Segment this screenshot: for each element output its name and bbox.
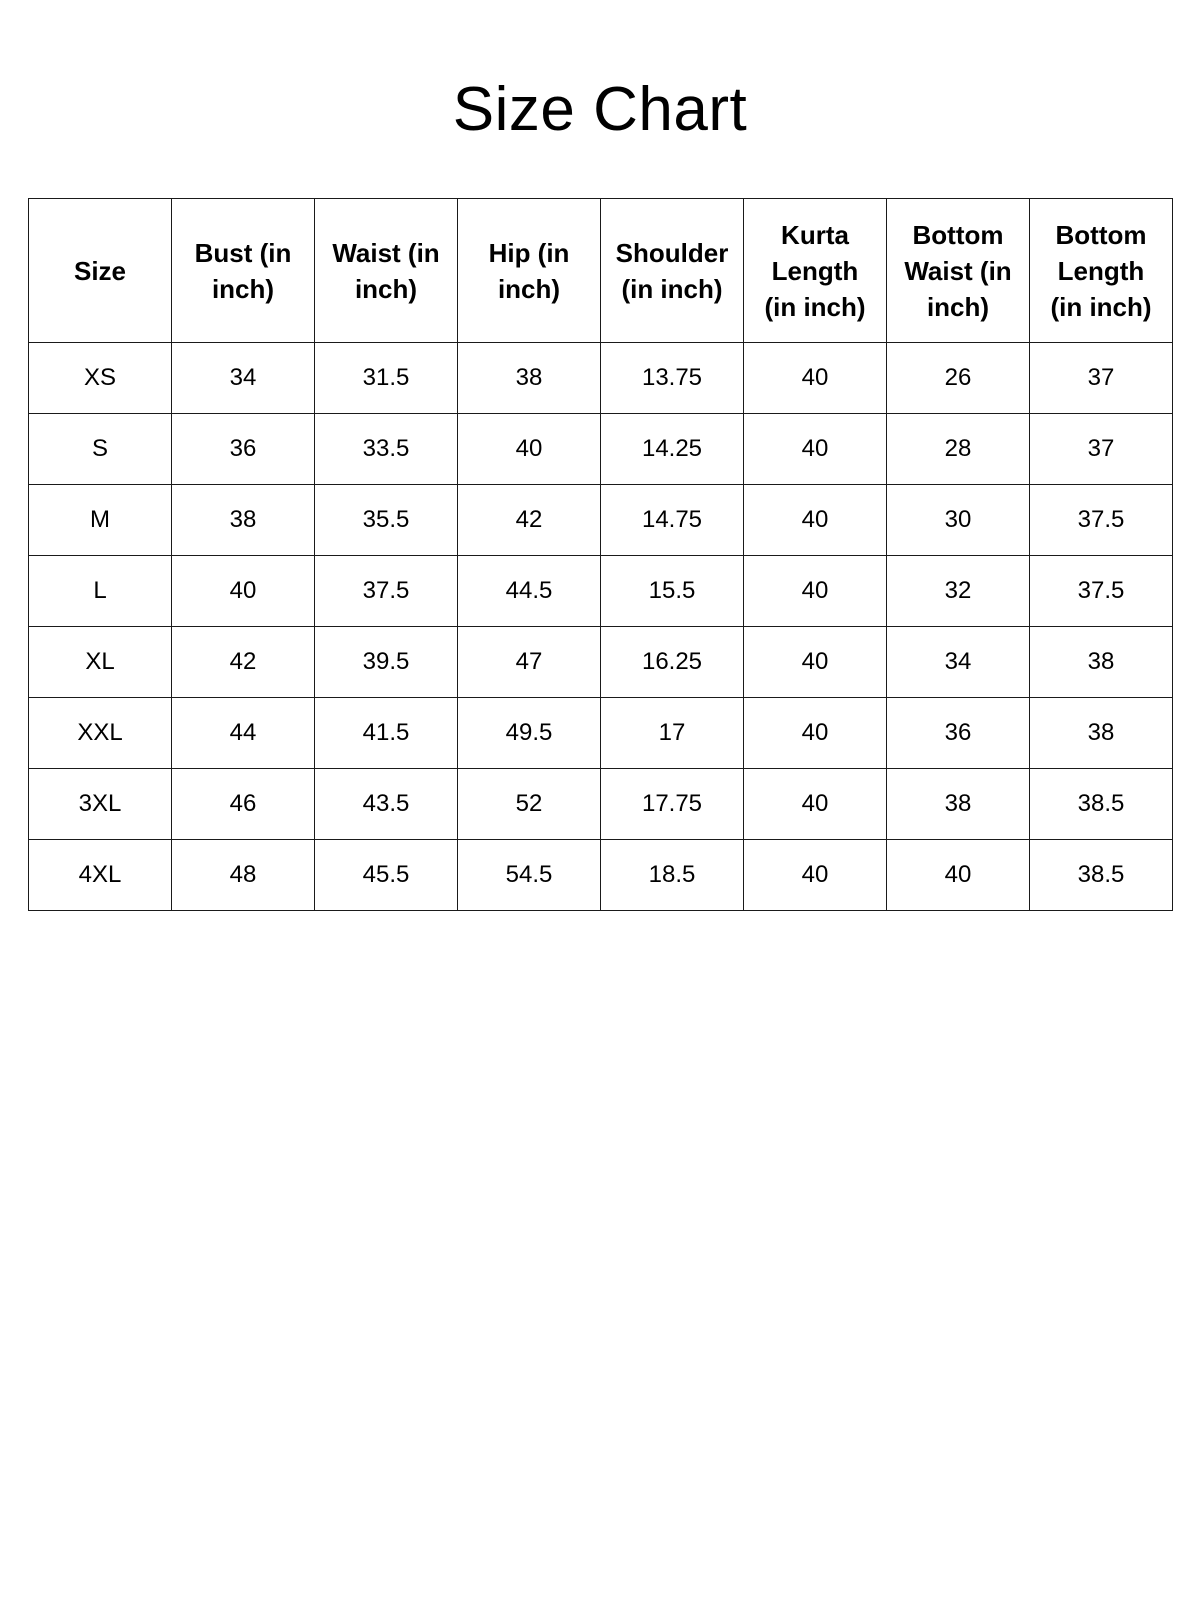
header-hip: Hip (in inch) (458, 199, 601, 343)
table-cell-bottom-waist: 34 (887, 627, 1030, 698)
table-cell-kurta-length: 40 (744, 698, 887, 769)
table-cell-kurta-length: 40 (744, 343, 887, 414)
table-cell-hip: 38 (458, 343, 601, 414)
table-cell-bottom-length: 37 (1030, 343, 1173, 414)
table-cell-size: 4XL (29, 840, 172, 911)
table-row (29, 769, 1173, 840)
table-cell-bottom-length: 37.5 (1030, 556, 1173, 627)
table-cell-hip: 40 (458, 414, 601, 485)
table-cell-bottom-length: 38.5 (1030, 840, 1173, 911)
table-row (29, 698, 1173, 769)
table-cell-kurta-length: 40 (744, 414, 887, 485)
table-cell-bottom-waist: 26 (887, 343, 1030, 414)
table-cell-bottom-length: 37.5 (1030, 485, 1173, 556)
table-cell-waist: 41.5 (315, 698, 458, 769)
table-cell-waist: 39.5 (315, 627, 458, 698)
table-cell-size: XXL (29, 698, 172, 769)
table-row (29, 840, 1173, 911)
header-bottom-waist: Bottom Waist (in inch) (887, 199, 1030, 343)
table-cell-hip: 52 (458, 769, 601, 840)
table-row (29, 556, 1173, 627)
table-header-row (29, 199, 1173, 343)
table-cell-hip: 47 (458, 627, 601, 698)
header-bust: Bust (in inch) (172, 199, 315, 343)
table-cell-kurta-length: 40 (744, 485, 887, 556)
table-cell-bottom-length: 37 (1030, 414, 1173, 485)
table-cell-bust: 42 (172, 627, 315, 698)
table-cell-shoulder: 15.5 (601, 556, 744, 627)
table-cell-size: XL (29, 627, 172, 698)
table-cell-bust: 34 (172, 343, 315, 414)
table-cell-bust: 38 (172, 485, 315, 556)
table-cell-kurta-length: 40 (744, 769, 887, 840)
table-cell-kurta-length: 40 (744, 840, 887, 911)
table-cell-size: XS (29, 343, 172, 414)
table-cell-bottom-waist: 28 (887, 414, 1030, 485)
table-cell-waist: 35.5 (315, 485, 458, 556)
table-cell-bottom-waist: 30 (887, 485, 1030, 556)
table-cell-bottom-waist: 36 (887, 698, 1030, 769)
table-cell-waist: 45.5 (315, 840, 458, 911)
table-cell-kurta-length: 40 (744, 627, 887, 698)
table-cell-bust: 46 (172, 769, 315, 840)
table-cell-bottom-length: 38 (1030, 698, 1173, 769)
table-cell-hip: 42 (458, 485, 601, 556)
table-cell-size: M (29, 485, 172, 556)
table-cell-hip: 49.5 (458, 698, 601, 769)
size-chart-table (28, 198, 1173, 911)
table-cell-waist: 31.5 (315, 343, 458, 414)
header-shoulder: Shoulder (in inch) (601, 199, 744, 343)
table-cell-bottom-waist: 38 (887, 769, 1030, 840)
page-title: Size Chart (452, 75, 748, 144)
table-cell-bottom-length: 38 (1030, 627, 1173, 698)
table-row (29, 414, 1173, 485)
table-cell-shoulder: 17.75 (601, 769, 744, 840)
table-cell-shoulder: 13.75 (601, 343, 744, 414)
table-row (29, 627, 1173, 698)
table-row (29, 343, 1173, 414)
table-cell-hip: 54.5 (458, 840, 601, 911)
table-cell-waist: 33.5 (315, 414, 458, 485)
table-cell-bust: 36 (172, 414, 315, 485)
table-cell-bottom-length: 38.5 (1030, 769, 1173, 840)
table-cell-shoulder: 16.25 (601, 627, 744, 698)
table-cell-hip: 44.5 (458, 556, 601, 627)
table-cell-bottom-waist: 32 (887, 556, 1030, 627)
header-waist: Waist (in inch) (315, 199, 458, 343)
table-cell-size: 3XL (29, 769, 172, 840)
table-row (29, 485, 1173, 556)
table-cell-kurta-length: 40 (744, 556, 887, 627)
table-cell-waist: 37.5 (315, 556, 458, 627)
header-size: Size (29, 199, 172, 343)
table-cell-bust: 48 (172, 840, 315, 911)
table-cell-shoulder: 14.25 (601, 414, 744, 485)
table-cell-bottom-waist: 40 (887, 840, 1030, 911)
table-cell-waist: 43.5 (315, 769, 458, 840)
table-cell-size: S (29, 414, 172, 485)
table-cell-bust: 44 (172, 698, 315, 769)
table-cell-shoulder: 14.75 (601, 485, 744, 556)
table-cell-shoulder: 18.5 (601, 840, 744, 911)
header-bottom-length: Bottom Length (in inch) (1030, 199, 1173, 343)
table-cell-bust: 40 (172, 556, 315, 627)
table-cell-size: L (29, 556, 172, 627)
table-cell-shoulder: 17 (601, 698, 744, 769)
header-kurta-length: Kurta Length (in inch) (744, 199, 887, 343)
table-body (29, 343, 1173, 911)
